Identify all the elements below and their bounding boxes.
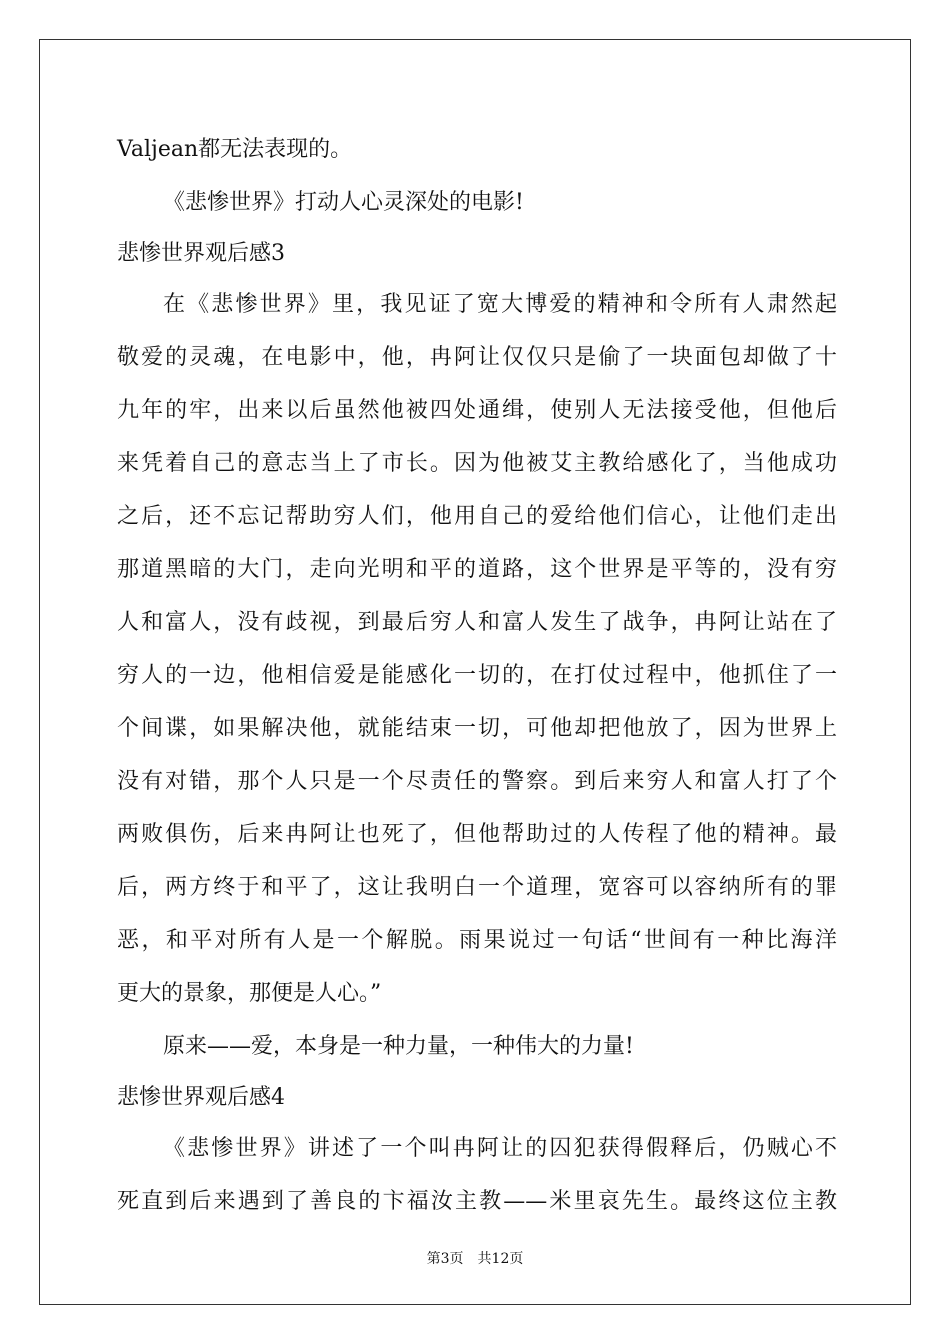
text-line: 那道黑暗的大门，走向光明和平的道路，这个世界是平等的，没有穷 xyxy=(117,557,837,582)
text-line: 穷人的一边，他相信爱是能感化一切的，在打仗过程中，他抓住了一 xyxy=(117,663,837,688)
section-heading: 悲惨世界观后感4 xyxy=(117,1085,285,1110)
text-line: 原来——爱，本身是一种力量，一种伟大的力量! xyxy=(163,1034,634,1059)
text-line: 没有对错，那个人只是一个尽责任的警察。到后来穷人和富人打了个 xyxy=(117,769,837,794)
text-line: 《悲惨世界》打动人心灵深处的电影! xyxy=(163,190,524,215)
text-line: 《悲惨世界》讲述了一个叫冉阿让的囚犯获得假释后，仍贼心不 xyxy=(163,1136,837,1161)
text-line: 九年的牢，出来以后虽然他被四处通缉，使别人无法接受他，但他后 xyxy=(117,398,837,423)
page-footer: 第3页 共12页 xyxy=(426,1251,524,1267)
text-line: 在《悲惨世界》里，我见证了宽大博爱的精神和令所有人肃然起 xyxy=(163,292,837,317)
text-line: 敬爱的灵魂，在电影中，他，冉阿让仅仅只是偷了一块面包却做了十 xyxy=(117,345,837,370)
text-line: 两败俱伤，后来冉阿让也死了，但他帮助过的人传程了他的精神。最 xyxy=(117,822,837,847)
text-line: 死直到后来遇到了善良的卞福汝主教——米里哀先生。最终这位主教 xyxy=(117,1189,837,1214)
text-line: 恶，和平对所有人是一个解脱。雨果说过一句话“世间有一种比海洋 xyxy=(117,928,837,953)
section-heading: 悲惨世界观后感3 xyxy=(117,241,285,266)
text-line: 之后，还不忘记帮助穷人们，他用自己的爱给他们信心，让他们走出 xyxy=(117,504,837,529)
text-line: 更大的景象，那便是人心。” xyxy=(117,981,382,1006)
text-line: 个间谍，如果解决他，就能结束一切，可他却把他放了，因为世界上 xyxy=(117,716,837,741)
text-line: Valjean都无法表现的。 xyxy=(117,137,353,162)
text-line: 来凭着自己的意志当上了市长。因为他被艾主教给感化了，当他成功 xyxy=(117,451,837,476)
text-line: 后，两方终于和平了，这让我明白一个道理，宽容可以容纳所有的罪 xyxy=(117,875,837,900)
document-body xyxy=(117,123,837,1228)
text-line: 人和富人，没有歧视，到最后穷人和富人发生了战争，冉阿让站在了 xyxy=(117,610,837,635)
